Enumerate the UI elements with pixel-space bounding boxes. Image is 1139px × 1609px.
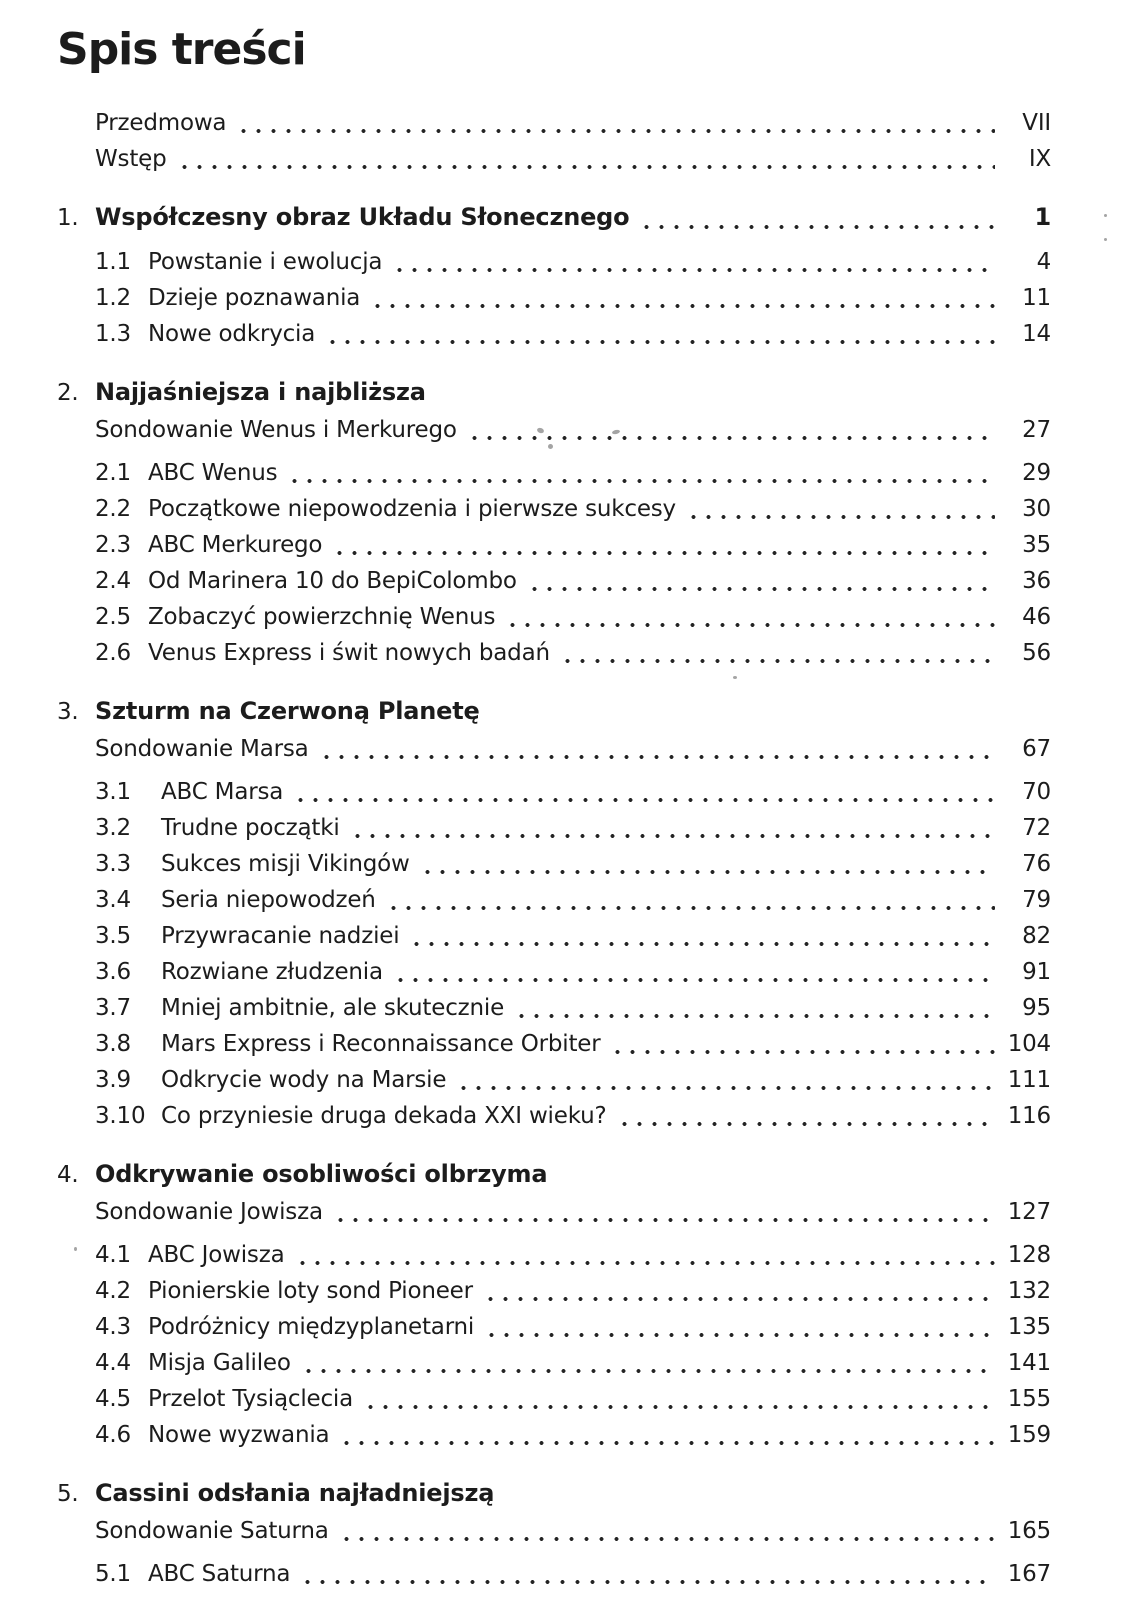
entry-title: Sondowanie Marsa	[95, 736, 309, 762]
toc-row	[57, 774, 1051, 810]
dot-leader	[617, 1121, 996, 1127]
entry-number: 3.8	[95, 1031, 131, 1057]
dot-leader	[514, 1013, 995, 1019]
page-number: 36	[1022, 568, 1051, 594]
entry-number: 2.6	[95, 640, 131, 666]
page-number: 141	[1007, 1350, 1051, 1376]
toc-row	[57, 412, 1051, 448]
entry-number: 4.3	[95, 1314, 131, 1340]
dot-leader	[295, 1260, 996, 1266]
dot-leader	[332, 550, 995, 556]
page-number: 135	[1007, 1314, 1051, 1340]
entry-number: 4.4	[95, 1350, 131, 1376]
entry-number: 4.1	[95, 1242, 131, 1268]
dot-leader	[363, 1404, 995, 1410]
chapter-list	[57, 199, 1051, 1592]
toc-row	[57, 141, 1051, 177]
scan-artifact	[1104, 214, 1107, 217]
page-number: 82	[1022, 923, 1051, 949]
entry-number: 3.3	[95, 851, 131, 877]
chapter-entries	[57, 1237, 1051, 1453]
scan-artifact	[548, 444, 553, 449]
entry-title: ABC Wenus	[148, 460, 278, 486]
page-number: 91	[1022, 959, 1051, 985]
toc-row	[57, 1556, 1051, 1592]
entry-title: Pionierskie loty sond Pioneer	[148, 1278, 473, 1304]
page-number: 70	[1022, 779, 1051, 805]
entry-title: ABC Saturna	[148, 1561, 291, 1587]
dot-leader	[177, 164, 996, 170]
entry-number: 4.	[57, 1162, 79, 1188]
page-number: 95	[1022, 995, 1051, 1021]
toc-row	[57, 990, 1051, 1026]
dot-leader	[339, 1536, 995, 1542]
page-number: 56	[1022, 640, 1051, 666]
entry-number: 5.	[57, 1481, 79, 1507]
scan-artifact	[74, 1247, 77, 1251]
entry-number: 2.	[57, 380, 79, 406]
page-number: 132	[1007, 1278, 1051, 1304]
entry-title: Zobaczyć powierzchnię Wenus	[148, 604, 496, 630]
dot-leader	[301, 1368, 995, 1374]
toc-row	[57, 316, 1051, 352]
entry-title: Przywracanie nadziei	[161, 923, 400, 949]
entry-title: Seria niepowodzeń	[161, 887, 376, 913]
entry-number: 4.2	[95, 1278, 131, 1304]
entry-title: Misja Galileo	[148, 1350, 291, 1376]
page-number: 111	[1007, 1067, 1051, 1093]
front-matter	[57, 105, 1051, 177]
page-number: 30	[1022, 496, 1051, 522]
entry-title: Co przyniesie druga dekada XXI wieku?	[161, 1103, 607, 1129]
toc-row	[57, 1062, 1051, 1098]
toc-row	[57, 563, 1051, 599]
page-number: 29	[1022, 460, 1051, 486]
toc-row	[57, 1345, 1051, 1381]
toc-row	[57, 199, 1051, 237]
entry-number: 3.5	[95, 923, 131, 949]
entry-number: 2.3	[95, 532, 131, 558]
chapter-entries	[57, 1556, 1051, 1592]
toc-row	[57, 1513, 1051, 1549]
chapter-block	[57, 199, 1051, 352]
toc-row	[57, 105, 1051, 141]
entry-title: Współczesny obraz Układu Słonecznego	[95, 203, 630, 231]
chapter-entries	[57, 244, 1051, 352]
chapter-block	[57, 1156, 1051, 1453]
toc-row	[57, 455, 1051, 491]
toc-row	[57, 635, 1051, 671]
dot-leader	[392, 267, 995, 273]
entry-number: 3.9	[95, 1067, 131, 1093]
entry-title: Cassini odsłania najładniejszą	[95, 1479, 495, 1507]
chapter-block	[57, 1475, 1051, 1592]
entry-title: Od Marinera 10 do BepiColombo	[148, 568, 517, 594]
entry-title: Podróżnicy międzyplanetarni	[148, 1314, 475, 1340]
dot-leader	[350, 833, 995, 839]
entry-number: 1.3	[95, 321, 131, 347]
dot-leader	[639, 224, 995, 230]
page-number: 159	[1007, 1422, 1051, 1448]
entry-number: 3.7	[95, 995, 131, 1021]
page-number: 165	[1007, 1518, 1051, 1544]
page-number: 72	[1022, 815, 1051, 841]
entry-title: Dzieje poznawania	[148, 285, 361, 311]
chapter-entries	[57, 455, 1051, 671]
dot-leader	[527, 586, 995, 592]
entry-number: 3.2	[95, 815, 131, 841]
dot-leader	[339, 1440, 995, 1446]
dot-leader	[409, 941, 995, 947]
entry-number: 2.2	[95, 496, 131, 522]
toc-row	[57, 693, 1051, 731]
toc-row	[57, 1194, 1051, 1230]
toc-row	[57, 1156, 1051, 1194]
entry-title: Powstanie i ewolucja	[148, 249, 383, 275]
entry-number: 1.1	[95, 249, 131, 275]
entry-title: Mars Express i Reconnaissance Orbiter	[161, 1031, 601, 1057]
entry-title: ABC Marsa	[161, 779, 284, 805]
toc-row	[57, 599, 1051, 635]
entry-number: 5.1	[95, 1561, 131, 1587]
toc-page	[57, 24, 1051, 1592]
scan-artifact	[1104, 238, 1107, 241]
toc-row	[57, 1026, 1051, 1062]
page-number: 104	[1007, 1031, 1051, 1057]
chapter-block	[57, 693, 1051, 1134]
entry-title: Trudne początki	[161, 815, 340, 841]
dot-leader	[325, 339, 995, 345]
entry-number: 2.5	[95, 604, 131, 630]
toc-row	[57, 731, 1051, 767]
entry-number: 3.1	[95, 779, 131, 805]
scan-artifact	[733, 676, 737, 679]
entry-number: 4.5	[95, 1386, 131, 1412]
entry-title: Venus Express i świt nowych badań	[148, 640, 550, 666]
dot-leader	[300, 1579, 995, 1585]
dot-leader	[287, 478, 995, 484]
toc-row	[57, 491, 1051, 527]
entry-title: Sondowanie Jowisza	[95, 1199, 323, 1225]
entry-number: 4.6	[95, 1422, 131, 1448]
toc-row	[57, 244, 1051, 280]
dot-leader	[370, 303, 995, 309]
entry-title: Nowe wyzwania	[148, 1422, 330, 1448]
entry-title: Szturm na Czerwoną Planetę	[95, 697, 480, 725]
entry-number: 3.	[57, 699, 79, 725]
page-number: 27	[1022, 417, 1051, 443]
entry-number: 1.2	[95, 285, 131, 311]
toc-row	[57, 1309, 1051, 1345]
toc-row	[57, 918, 1051, 954]
page-number: 67	[1022, 736, 1051, 762]
toc-row	[57, 1381, 1051, 1417]
entry-title: Najjaśniejsza i najbliższa	[95, 378, 426, 406]
dot-leader	[386, 905, 995, 911]
page-number: 11	[1022, 285, 1051, 311]
dot-leader	[610, 1049, 995, 1055]
dot-leader	[319, 754, 995, 760]
page-number: 76	[1022, 851, 1051, 877]
page-number: 127	[1007, 1199, 1051, 1225]
dot-leader	[293, 797, 995, 803]
page-number: 128	[1007, 1242, 1051, 1268]
toc-row	[57, 846, 1051, 882]
entry-number: 1.	[57, 205, 79, 231]
toc-row	[57, 1475, 1051, 1513]
entry-title: Nowe odkrycia	[148, 321, 316, 347]
dot-leader	[456, 1085, 995, 1091]
entry-title: Rozwiane złudzenia	[161, 959, 383, 985]
entry-title: Przedmowa	[95, 110, 227, 136]
entry-title: Wstęp	[95, 146, 167, 172]
entry-title: ABC Jowisza	[148, 1242, 285, 1268]
entry-title: Mniej ambitnie, ale skutecznie	[161, 995, 505, 1021]
chapter-block	[57, 374, 1051, 671]
entry-title: Początkowe niepowodzenia i pierwsze sukcesy	[148, 496, 676, 522]
page-number: 116	[1007, 1103, 1051, 1129]
dot-leader	[420, 869, 995, 875]
toc-row	[57, 1237, 1051, 1273]
page-title: Spis treści	[57, 24, 306, 75]
page-number: 155	[1007, 1386, 1051, 1412]
dot-leader	[484, 1332, 995, 1338]
page-number: 1	[1034, 203, 1051, 231]
dot-leader	[483, 1296, 995, 1302]
toc-row	[57, 374, 1051, 412]
toc-row	[57, 954, 1051, 990]
toc-row	[57, 810, 1051, 846]
entry-title: Sukces misji Vikingów	[161, 851, 410, 877]
toc-row	[57, 882, 1051, 918]
dot-leader	[236, 128, 995, 134]
page-number: 35	[1022, 532, 1051, 558]
page-number: IX	[1028, 146, 1051, 172]
toc-row	[57, 1273, 1051, 1309]
toc-row	[57, 1417, 1051, 1453]
entry-title: Sondowanie Wenus i Merkurego	[95, 417, 457, 443]
entry-number: 2.1	[95, 460, 131, 486]
page-number: 4	[1036, 249, 1051, 275]
page-number: 46	[1022, 604, 1051, 630]
toc-row	[57, 527, 1051, 563]
entry-number: 2.4	[95, 568, 131, 594]
page-number: 79	[1022, 887, 1051, 913]
entry-title: Przelot Tysiąclecia	[148, 1386, 353, 1412]
page-number: VII	[1022, 110, 1051, 136]
page-number: 14	[1022, 321, 1051, 347]
toc-row	[57, 280, 1051, 316]
entry-title: Odkrywanie osobliwości olbrzyma	[95, 1160, 548, 1188]
entry-number: 3.4	[95, 887, 131, 913]
dot-leader	[467, 435, 995, 441]
chapter-entries	[57, 774, 1051, 1134]
dot-leader	[505, 622, 995, 628]
dot-leader	[560, 658, 995, 664]
entry-number: 3.6	[95, 959, 131, 985]
entry-title: Odkrycie wody na Marsie	[161, 1067, 447, 1093]
dot-leader	[333, 1217, 995, 1223]
entry-number: 3.10	[95, 1103, 146, 1129]
entry-title: ABC Merkurego	[148, 532, 323, 558]
page-number: 167	[1007, 1561, 1051, 1587]
entry-title: Sondowanie Saturna	[95, 1518, 329, 1544]
dot-leader	[686, 514, 995, 520]
dot-leader	[393, 977, 995, 983]
toc-row	[57, 1098, 1051, 1134]
